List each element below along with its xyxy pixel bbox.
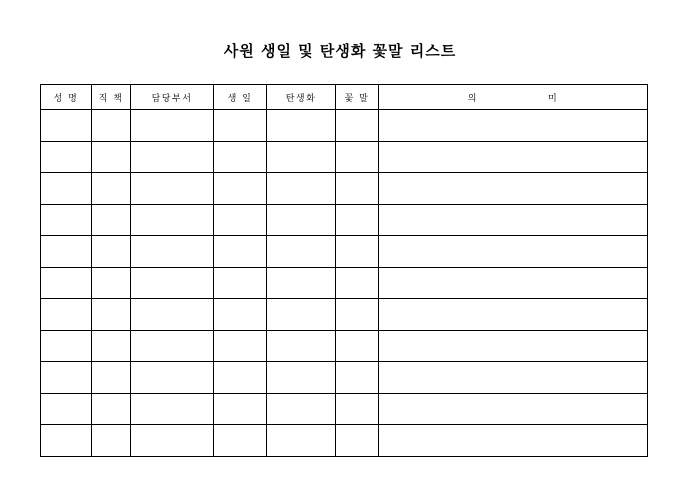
cell-flower-word[interactable] bbox=[336, 393, 379, 425]
table-row bbox=[41, 204, 648, 236]
cell-flower[interactable] bbox=[267, 204, 336, 236]
cell-role[interactable] bbox=[92, 393, 131, 425]
cell-meaning[interactable] bbox=[379, 173, 648, 205]
cell-flower-word[interactable] bbox=[336, 362, 379, 394]
cell-dept[interactable] bbox=[131, 173, 214, 205]
column-header-flower: 탄생화 bbox=[267, 85, 336, 110]
cell-flower[interactable] bbox=[267, 267, 336, 299]
meaning-header-right: 미 bbox=[548, 93, 559, 104]
cell-flower-word[interactable] bbox=[336, 425, 379, 457]
column-header-flower-word: 꽃 말 bbox=[336, 85, 379, 110]
cell-meaning[interactable] bbox=[379, 267, 648, 299]
column-header-birthday: 생 일 bbox=[214, 85, 267, 110]
cell-flower[interactable] bbox=[267, 236, 336, 268]
cell-role[interactable] bbox=[92, 330, 131, 362]
meaning-header-inner bbox=[379, 91, 647, 104]
column-header-name: 성 명 bbox=[41, 85, 92, 110]
cell-meaning[interactable] bbox=[379, 330, 648, 362]
column-header-meaning bbox=[379, 85, 648, 110]
cell-birthday[interactable] bbox=[214, 110, 267, 142]
cell-birthday[interactable] bbox=[214, 393, 267, 425]
cell-birthday[interactable] bbox=[214, 173, 267, 205]
page-title: 사원 생일 및 탄생화 꽃말 리스트 bbox=[223, 42, 457, 60]
cell-flower[interactable] bbox=[267, 299, 336, 331]
cell-name[interactable] bbox=[41, 204, 92, 236]
cell-role[interactable] bbox=[92, 425, 131, 457]
cell-dept[interactable] bbox=[131, 204, 214, 236]
cell-meaning[interactable] bbox=[379, 204, 648, 236]
cell-name[interactable] bbox=[41, 267, 92, 299]
cell-dept[interactable] bbox=[131, 330, 214, 362]
meaning-header-left: 의 bbox=[467, 93, 478, 104]
cell-birthday[interactable] bbox=[214, 330, 267, 362]
cell-birthday[interactable] bbox=[214, 204, 267, 236]
column-header-role: 직 책 bbox=[92, 85, 131, 110]
cell-name[interactable] bbox=[41, 110, 92, 142]
cell-birthday[interactable] bbox=[214, 236, 267, 268]
table-row bbox=[41, 425, 648, 457]
cell-dept[interactable] bbox=[131, 299, 214, 331]
cell-dept[interactable] bbox=[131, 267, 214, 299]
table-header-row bbox=[41, 85, 648, 110]
table-body bbox=[41, 110, 648, 457]
cell-flower-word[interactable] bbox=[336, 330, 379, 362]
cell-dept[interactable] bbox=[131, 425, 214, 457]
cell-dept[interactable] bbox=[131, 110, 214, 142]
table-row bbox=[41, 330, 648, 362]
cell-meaning[interactable] bbox=[379, 393, 648, 425]
cell-role[interactable] bbox=[92, 204, 131, 236]
cell-flower-word[interactable] bbox=[336, 141, 379, 173]
cell-name[interactable] bbox=[41, 141, 92, 173]
table-row bbox=[41, 393, 648, 425]
cell-role[interactable] bbox=[92, 173, 131, 205]
column-header-dept: 담당부서 bbox=[131, 85, 214, 110]
cell-role[interactable] bbox=[92, 141, 131, 173]
cell-name[interactable] bbox=[41, 425, 92, 457]
cell-flower[interactable] bbox=[267, 173, 336, 205]
cell-flower[interactable] bbox=[267, 110, 336, 142]
cell-flower-word[interactable] bbox=[336, 204, 379, 236]
table-header bbox=[41, 85, 648, 110]
table-row bbox=[41, 173, 648, 205]
cell-meaning[interactable] bbox=[379, 141, 648, 173]
cell-flower[interactable] bbox=[267, 362, 336, 394]
cell-flower-word[interactable] bbox=[336, 110, 379, 142]
cell-meaning[interactable] bbox=[379, 110, 648, 142]
cell-flower[interactable] bbox=[267, 141, 336, 173]
cell-flower[interactable] bbox=[267, 330, 336, 362]
cell-birthday[interactable] bbox=[214, 141, 267, 173]
table-row bbox=[41, 362, 648, 394]
cell-flower-word[interactable] bbox=[336, 173, 379, 205]
cell-flower-word[interactable] bbox=[336, 299, 379, 331]
cell-meaning[interactable] bbox=[379, 362, 648, 394]
cell-dept[interactable] bbox=[131, 236, 214, 268]
cell-flower-word[interactable] bbox=[336, 236, 379, 268]
employee-birthday-table-wrap bbox=[40, 84, 640, 457]
cell-birthday[interactable] bbox=[214, 425, 267, 457]
cell-birthday[interactable] bbox=[214, 362, 267, 394]
cell-birthday[interactable] bbox=[214, 267, 267, 299]
table-row bbox=[41, 110, 648, 142]
cell-flower-word[interactable] bbox=[336, 267, 379, 299]
cell-role[interactable] bbox=[92, 236, 131, 268]
cell-role[interactable] bbox=[92, 362, 131, 394]
cell-role[interactable] bbox=[92, 267, 131, 299]
cell-meaning[interactable] bbox=[379, 236, 648, 268]
cell-dept[interactable] bbox=[131, 393, 214, 425]
cell-name[interactable] bbox=[41, 173, 92, 205]
cell-role[interactable] bbox=[92, 110, 131, 142]
cell-meaning[interactable] bbox=[379, 425, 648, 457]
cell-meaning[interactable] bbox=[379, 299, 648, 331]
cell-birthday[interactable] bbox=[214, 299, 267, 331]
cell-role[interactable] bbox=[92, 299, 131, 331]
table-row bbox=[41, 236, 648, 268]
cell-name[interactable] bbox=[41, 393, 92, 425]
table-row bbox=[41, 141, 648, 173]
cell-name[interactable] bbox=[41, 299, 92, 331]
cell-name[interactable] bbox=[41, 236, 92, 268]
cell-dept[interactable] bbox=[131, 141, 214, 173]
table-row bbox=[41, 299, 648, 331]
cell-name[interactable] bbox=[41, 362, 92, 394]
employee-birthday-table bbox=[40, 84, 648, 457]
cell-dept[interactable] bbox=[131, 362, 214, 394]
cell-flower[interactable] bbox=[267, 425, 336, 457]
cell-flower[interactable] bbox=[267, 393, 336, 425]
table-row bbox=[41, 267, 648, 299]
cell-name[interactable] bbox=[41, 330, 92, 362]
